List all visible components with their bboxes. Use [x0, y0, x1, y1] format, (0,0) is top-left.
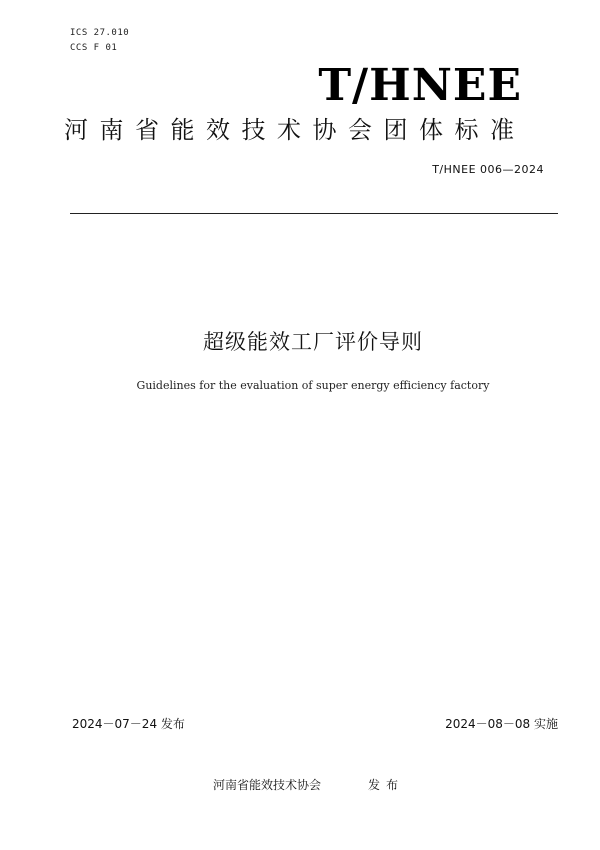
document-title-zh: 超级能效工厂评价导则 — [203, 330, 423, 354]
effective-date: 2024－08－08 实施 — [445, 717, 558, 731]
standard-logo: T/HNEE — [318, 60, 522, 111]
ics-code: ICS 27.010 — [70, 28, 130, 38]
publish-date: 2024－07－24 发布 — [72, 717, 185, 731]
footer-issuer: 河南省能效技术协会 — [213, 778, 322, 792]
footer-publish-label: 发布 — [368, 778, 405, 792]
document-title-en: Guidelines for the evaluation of super energy efficiency factory — [136, 379, 490, 392]
header-divider — [70, 213, 558, 214]
issuer-title: 河南省能效技术协会团体标准 — [64, 116, 526, 144]
ccs-code: CCS F 01 — [70, 43, 118, 53]
standard-number: T/HNEE 006—2024 — [432, 163, 544, 176]
